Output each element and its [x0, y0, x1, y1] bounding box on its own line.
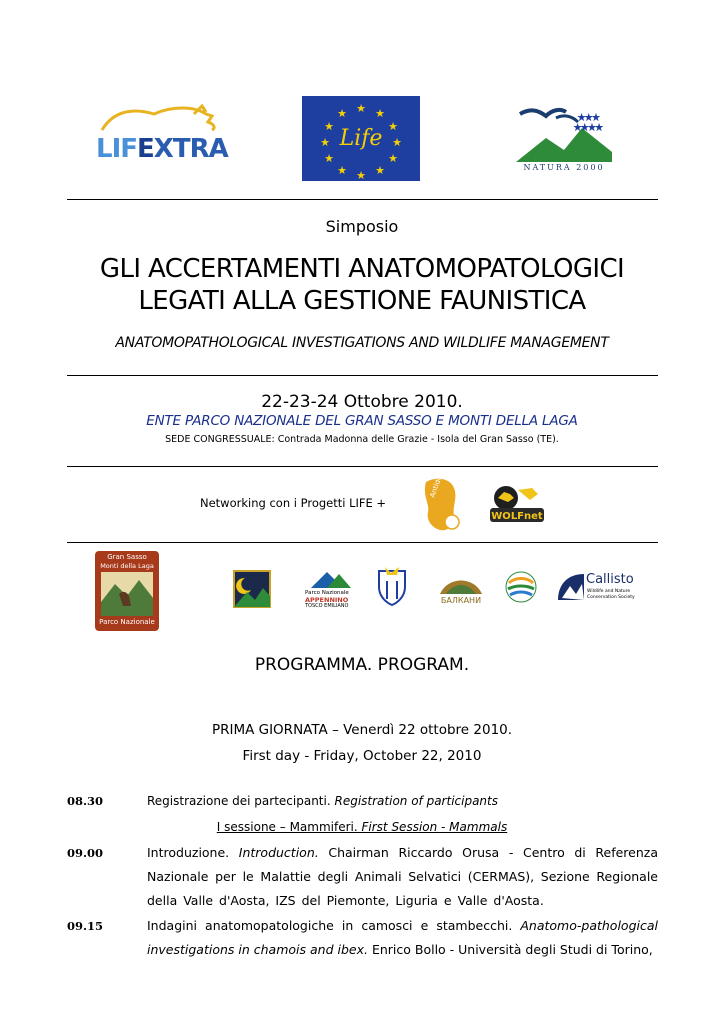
svg-text:★: ★	[324, 120, 334, 133]
item2-p2: Introduction.	[238, 845, 319, 860]
balkani-logo	[438, 570, 484, 608]
svg-text:★: ★	[388, 152, 398, 165]
antidoto-text: Antidoto	[428, 476, 447, 499]
divider-4	[67, 542, 658, 543]
item2-time: 09.00	[67, 846, 104, 860]
divider-1	[67, 199, 658, 200]
item3-p1: Indagini anatomopatologiche in camosci e stambecchi.	[147, 918, 521, 933]
item3-text	[147, 914, 658, 962]
lifextra-xtra: XTRA	[153, 134, 228, 164]
callisto-name: Callisto	[586, 572, 634, 587]
appennino-line2: APPENNINO	[305, 596, 349, 604]
title-line-1: GLI ACCERTAMENTI ANATOMOPATOLOGICI	[99, 254, 625, 284]
gransasso-logo	[95, 551, 159, 631]
crest-logo	[375, 565, 409, 607]
svg-text:★: ★	[337, 107, 347, 120]
event-host: ENTE PARCO NAZIONALE DEL GRAN SASSO E MONTI DELLA LAGA	[146, 413, 578, 429]
lifextra-logo	[94, 100, 234, 170]
svg-text:★: ★	[375, 164, 385, 177]
program-heading: PROGRAMMA. PROGRAM.	[254, 655, 470, 675]
svg-text:★: ★	[356, 169, 366, 181]
item1-en: Registration of participants	[334, 794, 498, 808]
event-venue: SEDE CONGRESSUALE: Contrada Madonna delle Grazie - Isola del Gran Sasso (TE).	[165, 434, 559, 445]
item2-text	[147, 841, 658, 913]
natura2000-text: NATURA 2000	[523, 163, 605, 172]
item3-p3: Enrico Bollo - Università degli Studi di Torino,	[367, 942, 653, 957]
item2-p3: Chairman Riccardo Orusa - Centro di Referenza Nazionale per le Malattie degli Animali Selvatici (CERMAS), Sezione Regionale della Valle d'Aosta, IZS del Piemonte, Liguria e Valle d'Aosta.	[147, 845, 658, 908]
divider-3	[67, 466, 658, 467]
lifextra-e: E	[137, 134, 154, 164]
session1-heading	[0, 817, 724, 837]
appennino-logo	[305, 568, 357, 610]
svg-text:★: ★	[320, 136, 330, 149]
svg-text:★: ★	[356, 102, 366, 115]
appennino-line1: Parco Nazionale	[305, 590, 349, 596]
wolfnet-text: WOLFnet	[491, 511, 543, 522]
antidoto-logo	[418, 476, 462, 534]
networking-label: Networking con i Progetti LIFE +	[200, 496, 387, 510]
eu-life-logo	[302, 96, 420, 181]
gransasso-line3: Parco Nazionale	[99, 618, 155, 626]
session1-it: I sessione – Mammiferi.	[216, 820, 362, 834]
callisto-sub2: Conservation Society	[587, 595, 635, 600]
lifextra-life: LIF	[96, 134, 138, 164]
waves-logo	[505, 571, 537, 603]
item1-it: Registrazione dei partecipanti.	[147, 794, 335, 808]
eu-life-text: Life	[339, 126, 383, 151]
svg-text:★: ★	[337, 164, 347, 177]
svg-text:★: ★	[388, 120, 398, 133]
svg-text:★: ★	[392, 136, 402, 149]
svg-text:★: ★	[375, 107, 385, 120]
divider-2	[67, 375, 658, 376]
symposium-label: Simposio	[325, 217, 399, 236]
moon-mountain-logo	[233, 570, 271, 608]
item3-time: 09.15	[67, 919, 104, 933]
gransasso-line1: Gran Sasso	[107, 553, 147, 561]
gransasso-line2: Monti della Laga	[100, 562, 154, 570]
day1-en: First day - Friday, October 22, 2010	[242, 748, 482, 764]
appennino-line3: TOSCO EMILIANO	[305, 603, 349, 609]
event-dates: 22-23-24 Ottobre 2010.	[261, 392, 463, 412]
balkani-text: БАЛКАНИ	[440, 596, 482, 605]
day1-it: PRIMA GIORNATA – Venerdì 22 ottobre 2010.	[211, 722, 513, 738]
item3-p2: Anatomo-pathological investigations in chamois and ibex.	[147, 918, 658, 957]
wolfnet-logo	[488, 484, 548, 524]
natura2000-logo	[516, 100, 612, 174]
title-line-2: LEGATI ALLA GESTIONE FAUNISTICA	[138, 286, 586, 316]
callisto-sub1: Wildlife and Nature	[587, 589, 631, 594]
svg-text:★★★: ★★★	[578, 113, 600, 122]
callisto-logo	[556, 572, 636, 604]
subtitle-en: ANATOMOPATHOLOGICAL INVESTIGATIONS AND WILDLIFE MANAGEMENT	[115, 335, 609, 351]
session1-en: First Session - Mammals	[361, 820, 508, 834]
svg-text:★★★★: ★★★★	[574, 123, 603, 132]
svg-text:★: ★	[324, 152, 334, 165]
item1-time: 08.30	[67, 794, 104, 808]
item1-text	[147, 789, 658, 813]
item2-p1: Introduzione.	[147, 845, 239, 860]
